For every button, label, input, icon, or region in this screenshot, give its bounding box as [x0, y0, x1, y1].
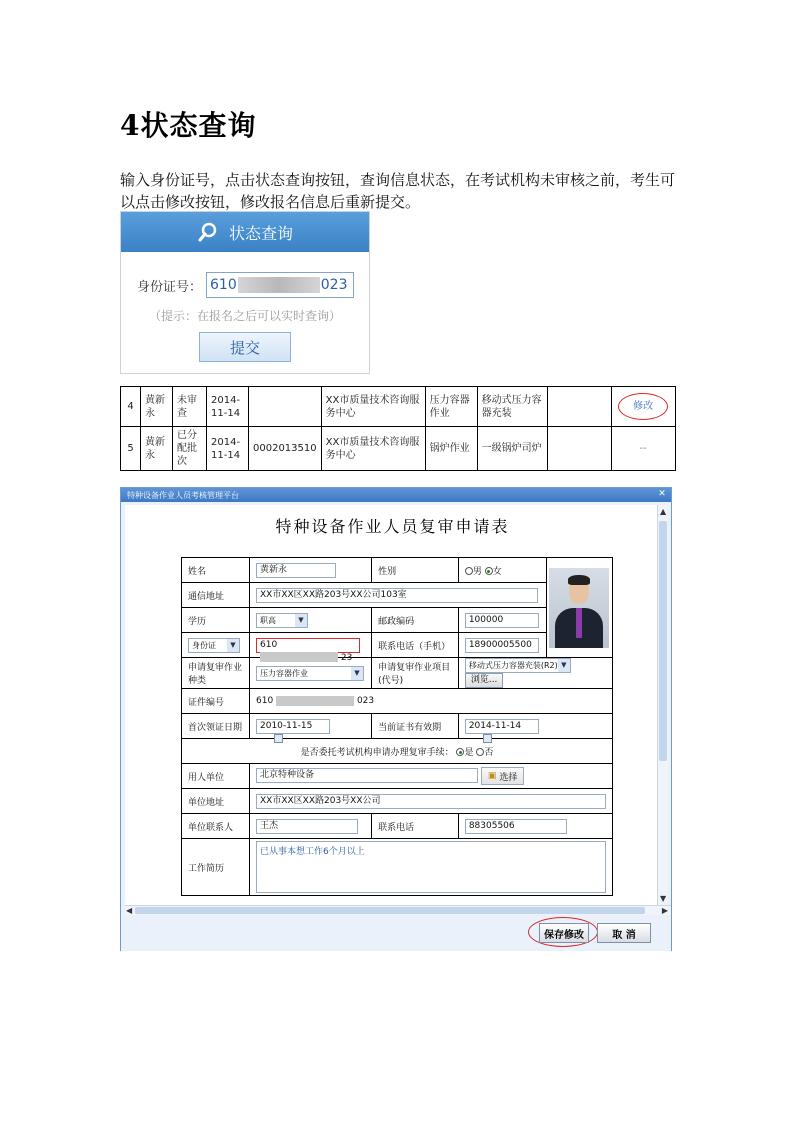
- results-table: [120, 386, 676, 471]
- submit-button[interactable]: 提交: [199, 332, 291, 362]
- scroll-down-icon: ▼: [660, 894, 667, 903]
- apply-type-select[interactable]: 压力容器作业 ▼: [256, 666, 364, 681]
- status-query-title: 状态查询: [228, 223, 293, 243]
- dialog-content: [125, 505, 660, 905]
- id-number-field[interactable]: 610 23: [256, 638, 360, 653]
- form-title: 特种设备作业人员复审申请表: [275, 517, 510, 536]
- table-row: 4 黄新永 未审查 2014-11-14 XX市质量技术咨询服务中心 压力容器作业 移动式压力容器充装 修改: [121, 387, 676, 427]
- gender-female-radio[interactable]: [485, 567, 493, 575]
- search-icon: [197, 221, 219, 243]
- horizontal-scrollbar[interactable]: [125, 905, 671, 915]
- save-button[interactable]: 保存修改: [539, 923, 589, 943]
- first-date-field[interactable]: 2010-11-15: [256, 719, 330, 734]
- close-icon[interactable]: ✕: [658, 489, 666, 499]
- review-form: 姓名 黄新永 性别 男 女 通信地址 XX市XX区XX路203号XX公司103室 学历 职高 ▼ 邮政编码 100000 身份证 ▼ 610 23 联系电话（手机） 18900005500 申请复审作业种类 压力容器作业 ▼ 申请复审作业项目(代号) 移动式压力容器充装(R2) ▼ 浏览... 证件编号 610 023 首次领证日期 2010-11-15 当前证书有效期 2014-11-14 是否委托考试机构申请办理复审手续： 是 否 用人单位 北京特种设备 ▣ 选择 单位地址 XX市XX区XX路203号XX公司 单位联系人 王杰 联系电话 88305506 工作简历 已从事本想工作6个月以上: [181, 557, 613, 896]
- scroll-right-icon: ▶: [661, 906, 668, 915]
- dialog-titlebar: [121, 488, 671, 502]
- id-label: 身份证号：: [137, 279, 203, 295]
- scroll-up-icon: ▲: [660, 507, 667, 516]
- chevron-down-icon: ▼: [227, 639, 239, 652]
- education-select[interactable]: 职高 ▼: [256, 613, 308, 628]
- dialog-footer: [121, 915, 671, 951]
- instruction-paragraph: 输入身份证号，点击状态查询按钮，查询信息状态，在考试机构未审核之前，考生可以点击修改按钮，修改报名信息后重新提交。: [120, 171, 676, 211]
- address-field[interactable]: XX市XX区XX路203号XX公司103室: [256, 588, 538, 603]
- phone-field[interactable]: 18900005500: [465, 638, 539, 653]
- redaction-mask: [260, 652, 338, 662]
- applicant-photo: [549, 568, 609, 648]
- folder-icon: ▣: [487, 771, 497, 781]
- name-field[interactable]: 黄新永: [256, 563, 336, 578]
- dialog-title: 特种设备作业人员考核管理平台: [127, 490, 239, 500]
- employer-field[interactable]: 北京特种设备: [256, 768, 478, 783]
- choose-button[interactable]: ▣ 选择: [481, 767, 525, 785]
- query-hint: （提示：在报名之后可以实时查询）: [148, 309, 341, 323]
- status-query-header: [121, 212, 369, 252]
- id-input[interactable]: 610 023: [206, 272, 354, 298]
- postcode-field[interactable]: 100000: [465, 613, 539, 628]
- cancel-button[interactable]: 取 消: [597, 923, 651, 943]
- unit-address-field[interactable]: XX市XX区XX路203号XX公司: [256, 794, 606, 809]
- contact-person-field[interactable]: 王杰: [256, 819, 358, 834]
- redaction-mask: [238, 277, 320, 293]
- vertical-scrollbar[interactable]: [657, 505, 668, 905]
- contact-phone-field[interactable]: 88305506: [465, 819, 567, 834]
- id-type-select[interactable]: 身份证 ▼: [188, 638, 240, 653]
- gender-male-radio[interactable]: [465, 567, 473, 575]
- chevron-down-icon: ▼: [295, 614, 307, 627]
- section-heading: 4状态查询: [120, 109, 257, 142]
- work-history-textarea[interactable]: 已从事本想工作6个月以上: [256, 841, 606, 893]
- scroll-left-icon: ◀: [126, 906, 133, 915]
- apply-item-select[interactable]: 移动式压力容器充装(R2) ▼: [465, 658, 571, 673]
- cert-number-value: 610 023: [256, 696, 375, 707]
- table-row: 5 黄新永 已分配批次 2014-11-14 0002013510 XX市质量技术咨询服务中心 锅炉作业 一级锅炉司炉 --: [121, 427, 676, 471]
- valid-date-field[interactable]: 2014-11-14: [465, 719, 539, 734]
- calendar-icon: [483, 734, 492, 743]
- status-query-panel: [120, 211, 370, 374]
- chevron-down-icon: ▼: [351, 667, 363, 680]
- calendar-icon: [274, 734, 283, 743]
- chevron-down-icon: ▼: [558, 659, 570, 672]
- edit-link[interactable]: 修改: [618, 393, 668, 420]
- browse-button[interactable]: 浏览...: [465, 673, 504, 688]
- review-dialog: [120, 487, 672, 951]
